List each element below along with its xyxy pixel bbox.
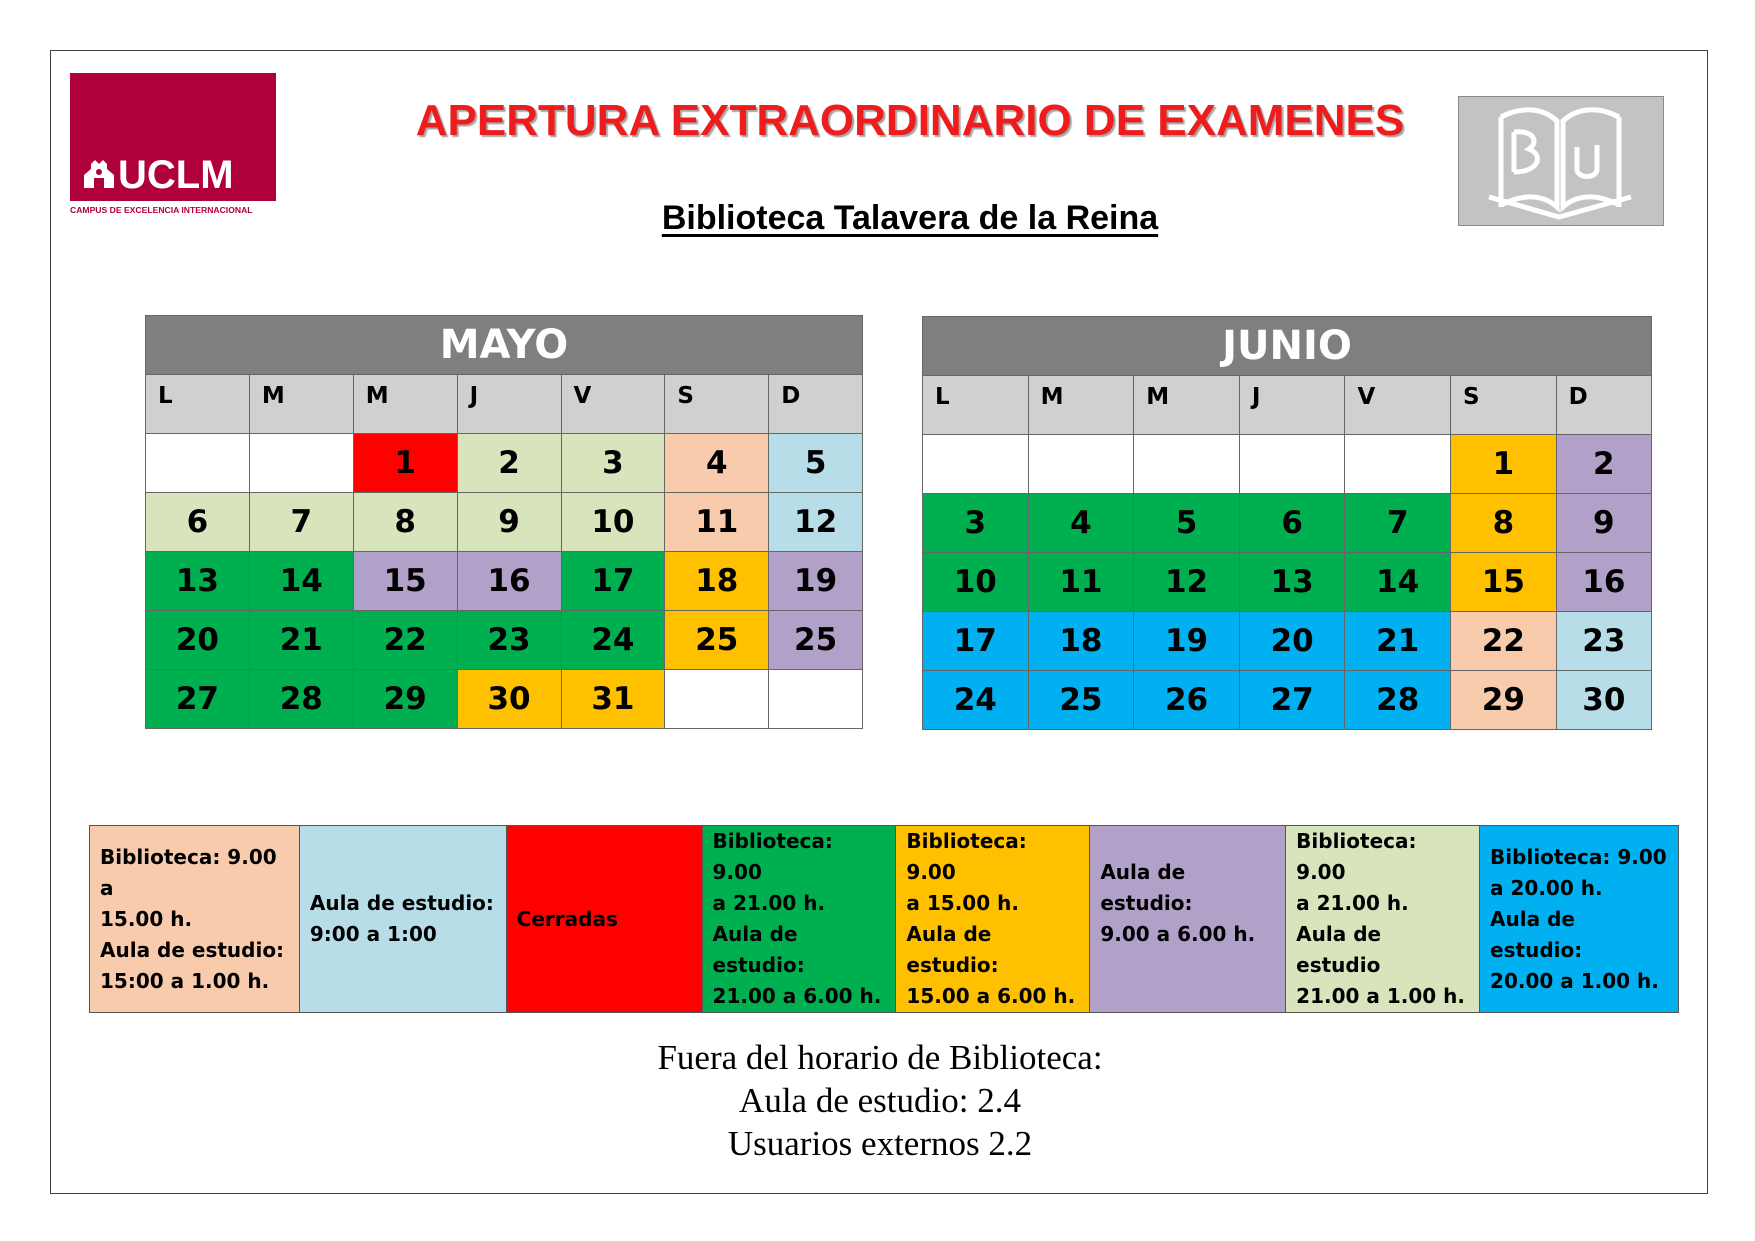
calendar-day: 13 bbox=[1239, 553, 1345, 612]
calendar-week bbox=[923, 671, 1652, 730]
calendar-day: 1 bbox=[1451, 435, 1557, 494]
calendar-day: 1 bbox=[353, 434, 457, 493]
uclm-emblem-icon bbox=[82, 158, 116, 192]
calendar-day bbox=[923, 435, 1029, 494]
page-title: APERTURA EXTRAORDINARIO DE EXAMENES bbox=[415, 96, 1405, 145]
calendar-day bbox=[1134, 435, 1240, 494]
calendar-day bbox=[769, 670, 863, 729]
calendar-day bbox=[146, 434, 250, 493]
uclm-logo bbox=[70, 73, 278, 221]
legend-item: Biblioteca: 9.00 a 15.00 h. Aula de estudio: 15.00 a 6.00 h. bbox=[896, 826, 1090, 1013]
weekday-header: L bbox=[923, 376, 1029, 435]
color-legend bbox=[89, 825, 1679, 1013]
footer-line-3: Usuarios externos 2.2 bbox=[727, 1124, 1033, 1163]
calendar-day: 11 bbox=[665, 493, 769, 552]
calendar-day bbox=[1345, 435, 1451, 494]
legend-item: Biblioteca: 9.00 a 15.00 h. Aula de estudio: 15:00 a 1.00 h. bbox=[90, 826, 300, 1013]
calendar-week bbox=[923, 494, 1652, 553]
calendar-day: 27 bbox=[146, 670, 250, 729]
calendar-day bbox=[665, 670, 769, 729]
calendar-day: 22 bbox=[353, 611, 457, 670]
uclm-logo-text: UCLM bbox=[118, 153, 234, 197]
weekday-header: J bbox=[457, 375, 561, 434]
calendar-day: 15 bbox=[353, 552, 457, 611]
calendar-day bbox=[1028, 435, 1134, 494]
calendar-week bbox=[146, 493, 863, 552]
subtitle-text: Biblioteca Talavera de la Reina bbox=[661, 199, 1159, 237]
calendar-week bbox=[923, 435, 1652, 494]
calendar-day: 3 bbox=[923, 494, 1029, 553]
legend-row bbox=[90, 826, 1679, 1013]
calendar-mayo bbox=[145, 315, 863, 729]
calendar-day: 16 bbox=[1556, 553, 1651, 612]
calendar-day: 31 bbox=[561, 670, 665, 729]
month-header: JUNIO bbox=[923, 317, 1652, 376]
calendar-day: 25 bbox=[769, 611, 863, 670]
calendar-day: 9 bbox=[1556, 494, 1651, 553]
calendar-day bbox=[249, 434, 353, 493]
calendar-day: 30 bbox=[457, 670, 561, 729]
calendar-day bbox=[1239, 435, 1345, 494]
calendar-day: 26 bbox=[1134, 671, 1240, 730]
calendar-day: 20 bbox=[1239, 612, 1345, 671]
weekday-header: J bbox=[1239, 376, 1345, 435]
month-header: MAYO bbox=[146, 316, 863, 375]
calendar-day: 8 bbox=[353, 493, 457, 552]
calendar-day: 2 bbox=[1556, 435, 1651, 494]
calendar-day: 25 bbox=[665, 611, 769, 670]
calendar-day: 21 bbox=[249, 611, 353, 670]
legend-item: Biblioteca: 9.00 a 20.00 h. Aula de estudio: 20.00 a 1.00 h. bbox=[1480, 826, 1679, 1013]
calendar-day: 11 bbox=[1028, 553, 1134, 612]
calendar-day: 5 bbox=[1134, 494, 1240, 553]
weekday-header: D bbox=[1556, 376, 1651, 435]
calendar-day: 7 bbox=[1345, 494, 1451, 553]
calendar-day: 18 bbox=[665, 552, 769, 611]
calendar-week bbox=[146, 434, 863, 493]
legend-item: Cerradas bbox=[506, 826, 702, 1013]
weekday-header: D bbox=[769, 375, 863, 434]
calendar-day: 29 bbox=[1451, 671, 1557, 730]
calendar-week bbox=[146, 611, 863, 670]
calendar-day: 24 bbox=[923, 671, 1029, 730]
calendar-day: 9 bbox=[457, 493, 561, 552]
calendar-week bbox=[923, 612, 1652, 671]
calendar-day: 12 bbox=[769, 493, 863, 552]
weekday-header: S bbox=[665, 375, 769, 434]
calendar-day: 7 bbox=[249, 493, 353, 552]
calendar-day: 15 bbox=[1451, 553, 1557, 612]
calendar-day: 24 bbox=[561, 611, 665, 670]
calendar-day: 30 bbox=[1556, 671, 1651, 730]
weekday-header: M bbox=[1028, 376, 1134, 435]
calendar-day: 17 bbox=[561, 552, 665, 611]
weekday-header: M bbox=[353, 375, 457, 434]
calendar-day: 21 bbox=[1345, 612, 1451, 671]
calendar-day: 28 bbox=[1345, 671, 1451, 730]
calendar-day: 29 bbox=[353, 670, 457, 729]
calendar-day: 23 bbox=[457, 611, 561, 670]
calendar-day: 6 bbox=[146, 493, 250, 552]
legend-item: Biblioteca: 9.00 a 21.00 h. Aula de estudio: 21.00 a 6.00 h. bbox=[702, 826, 896, 1013]
footer-line-2: Aula de estudio: 2.4 bbox=[739, 1081, 1021, 1120]
page-subtitle bbox=[300, 199, 1520, 238]
weekday-header: M bbox=[249, 375, 353, 434]
calendar-day: 22 bbox=[1451, 612, 1557, 671]
calendar-day: 20 bbox=[146, 611, 250, 670]
calendar-day: 3 bbox=[561, 434, 665, 493]
legend-item: Aula de estudio: 9.00 a 6.00 h. bbox=[1090, 826, 1286, 1013]
calendar-day: 19 bbox=[769, 552, 863, 611]
calendar-day: 14 bbox=[249, 552, 353, 611]
calendar-week bbox=[146, 552, 863, 611]
calendar-day: 13 bbox=[146, 552, 250, 611]
calendar-day: 28 bbox=[249, 670, 353, 729]
calendar-day: 4 bbox=[1028, 494, 1134, 553]
weekday-header: V bbox=[1345, 376, 1451, 435]
calendar-day: 17 bbox=[923, 612, 1029, 671]
uclm-logo-box bbox=[70, 73, 276, 201]
calendar-week bbox=[923, 553, 1652, 612]
weekday-header: V bbox=[561, 375, 665, 434]
calendar-day: 25 bbox=[1028, 671, 1134, 730]
calendar-day: 10 bbox=[923, 553, 1029, 612]
calendar-day: 4 bbox=[665, 434, 769, 493]
calendar-day: 6 bbox=[1239, 494, 1345, 553]
legend-item: Aula de estudio: 9:00 a 1:00 bbox=[299, 826, 506, 1013]
calendar-day: 12 bbox=[1134, 553, 1240, 612]
uclm-logo-mark bbox=[82, 155, 272, 195]
footer-line-1: Fuera del horario de Biblioteca: bbox=[657, 1038, 1103, 1077]
weekday-header: M bbox=[1134, 376, 1240, 435]
calendar-day: 14 bbox=[1345, 553, 1451, 612]
calendar-day: 27 bbox=[1239, 671, 1345, 730]
weekday-header: L bbox=[146, 375, 250, 434]
calendar-day: 19 bbox=[1134, 612, 1240, 671]
calendar-junio bbox=[922, 316, 1652, 730]
calendar-day: 8 bbox=[1451, 494, 1557, 553]
calendar-day: 5 bbox=[769, 434, 863, 493]
weekday-header: S bbox=[1451, 376, 1557, 435]
calendar-day: 10 bbox=[561, 493, 665, 552]
calendar-day: 2 bbox=[457, 434, 561, 493]
uclm-tagline: CAMPUS DE EXCELENCIA INTERNACIONAL bbox=[70, 205, 253, 215]
calendar-day: 16 bbox=[457, 552, 561, 611]
calendar-week bbox=[146, 670, 863, 729]
legend-item: Biblioteca: 9.00 a 21.00 h. Aula de estudio 21.00 a 1.00 h. bbox=[1286, 826, 1480, 1013]
calendar-day: 23 bbox=[1556, 612, 1651, 671]
footer-notes bbox=[480, 1036, 1280, 1165]
calendar-day: 18 bbox=[1028, 612, 1134, 671]
